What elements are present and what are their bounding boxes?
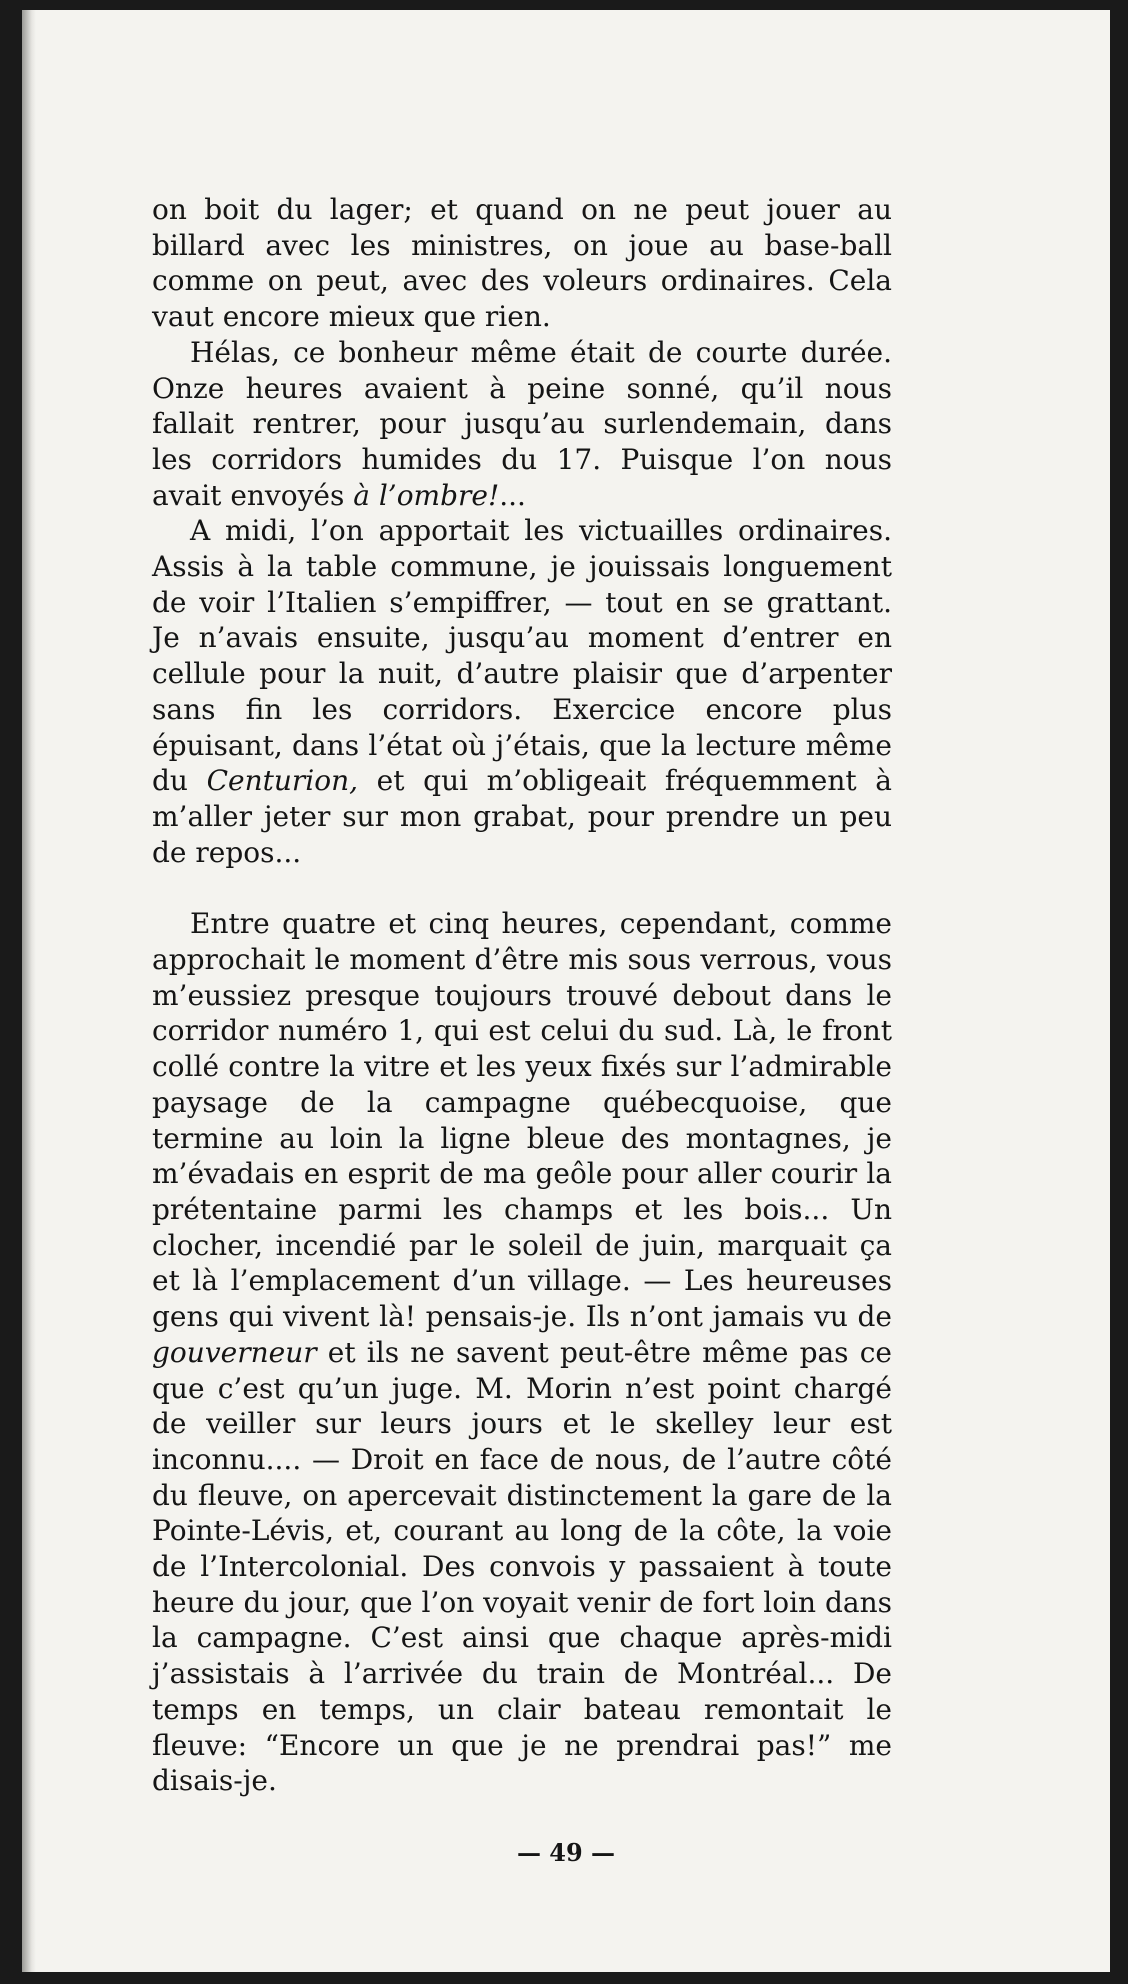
paragraph-text: et qui m’obligeait fréquemment à m’aller jeter sur mon grabat, pour prendre un peu de repos...	[152, 764, 892, 869]
paragraph	[152, 906, 892, 1799]
italic-text: Centurion,	[206, 764, 359, 798]
paragraph-text: et ils ne savent peut-être même pas ce que c’est qu’un juge. M. Morin n’est point chargé de veiller sur leurs jours et le skelley leur est inconnu.... — Droit en face de nous, de l’autre côté du fleuve, on apercevait distinctement la gare de la Pointe-Lévis, et, courant au long de la côte, la voie de l’Intercolonial. Des convois y passaient à toute heure du jour, que l’on voyait venir de fort loin dans la campagne. C’est ainsi que chaque après-midi j’assistais à l’arrivée du train de Montréal... De temps en temps, un clair bateau remontait le fleuve: “Encore un que je ne prendrai pas!” me disais-je.	[152, 1335, 892, 1798]
paragraph-text: Entre quatre et cinq heures, cependant, comme approchait le moment d’être mis sous verrous, vous m’eussiez presque toujours trouvé debout dans le corridor numéro 1, qui est celui du sud. Là, le front collé contre la vitre et les yeux fixés sur l’admirable paysage de la campagne québecquoise, que termine au loin la ligne bleue des montagnes, je m’évadais en esprit de ma geôle pour aller courir la prétentaine parmi les champs et les bois... Un clocher, incendié par le soleil de juin, marquait ça et là l’emplacement d’un village. — Les heureuses gens qui vivent là! pensais-je. Ils n’ont jamais vu de	[152, 907, 892, 1334]
paragraph-text: ...	[499, 478, 526, 512]
paragraph-text: on boit du lager; et quand on ne peut jouer au billard avec les ministres, on joue au base-ball comme on peut, avec des voleurs ordinaires. Cela vaut encore mieux que rien.	[152, 193, 892, 334]
paragraph	[152, 335, 892, 514]
paragraph	[152, 192, 892, 335]
paragraph-text: A midi, l’on apportait les victuailles ordinaires. Assis à la table commune, je jouissais longuement de voir l’Italien s’empiffrer, — tout en se grattant. Je n’avais ensuite, jusqu’au moment d’entrer en cellule pour la nuit, d’autre plaisir que d’arpenter sans fin les corridors. Exercice encore plus épuisant, dans l’état où j’étais, que la lecture même du	[152, 514, 892, 798]
paragraph	[152, 513, 892, 870]
italic-text: à l’ombre!	[353, 478, 500, 512]
page-number: — 49 —	[516, 1838, 616, 1867]
book-page	[22, 10, 1110, 1972]
body-text	[152, 192, 892, 1799]
paragraph-text: Hélas, ce bonheur même était de courte durée. Onze heures avaient à peine sonné, qu’il nous fallait rentrer, pour jusqu’au surlendemain, dans les corridors humides du 17. Puisque l’on nous avait envoyés	[152, 335, 892, 512]
italic-text: gouverneur	[152, 1335, 317, 1369]
page-spine-shadow	[22, 10, 36, 1972]
